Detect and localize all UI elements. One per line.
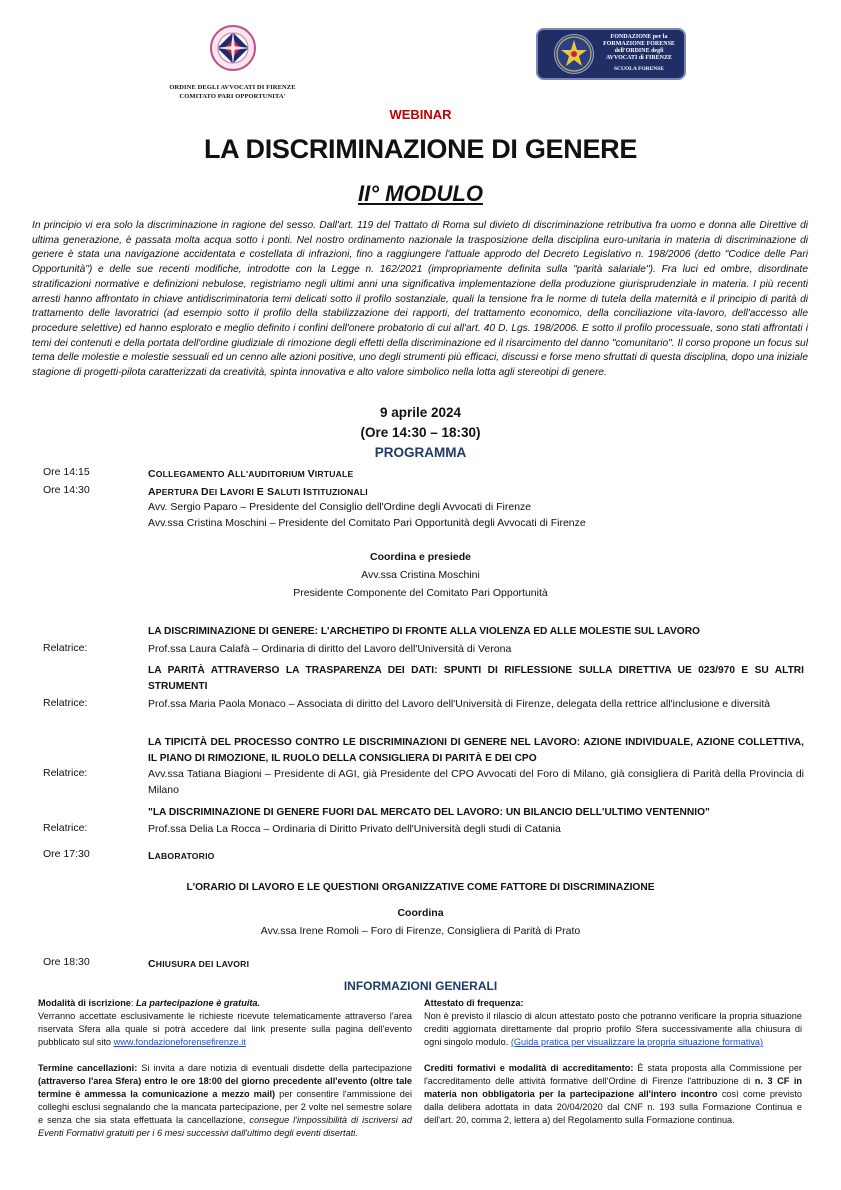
- talk-1-title: LA DISCRIMINAZIONE DI GENERE: L'ARCHETIPO DI FRONTE ALLA VIOLENZA ED ALLE MOLESTIE SUL LAVORO: [148, 626, 700, 637]
- module-title: II° MODULO: [358, 181, 483, 206]
- greeting-moschini: Avv.ssa Cristina Moschini – Presidente del Comitato Pari Opportunità degli Avvocati di Firenze: [148, 517, 586, 529]
- iscrizione-free: La partecipazione è gratuita.: [136, 998, 261, 1008]
- crediti-block: [424, 1062, 802, 1127]
- crediti-amount: n. 3 CF in materia non obbligatoria per la partecipazione all'intero incontro: [424, 1076, 802, 1099]
- fondazione-star-icon: [554, 34, 594, 74]
- attestato-block: [424, 997, 802, 1049]
- crediti-text-2: così come previsto dalla delibera adottata in data 20/04/2020 dal CNF n. 193 sulla Formazione Continua e dell'art. 20, comma 2, lettera a) del Regolamento sulla Formazione continua.: [424, 1089, 802, 1125]
- sc-cap: E S: [256, 486, 275, 498]
- event-time: (Ore 14:30 – 18:30): [360, 425, 481, 440]
- relatrice-label: Relatrice:: [43, 697, 88, 709]
- session-chiusura: [148, 956, 804, 972]
- sc-cap: C: [148, 958, 156, 970]
- sc-cap: A: [227, 468, 236, 480]
- coordina-role: Presidente Componente del Comitato Pari Opportunità: [293, 587, 548, 599]
- comitato-name: COMITATO PARI OPPORTUNITA': [179, 93, 286, 100]
- fondazione-line2: FORMAZIONE FORENSE: [603, 41, 675, 47]
- talk-3-title: LA TIPICITÀ DEL PROCESSO CONTRO LE DISCRIMINAZIONI DI GENERE NEL LAVORO: AZIONE INDIVIDUALE, AZIONE COLLETTIVA, IL PIANO DI RIMOZIONE, IL RUOLO DELLA CONSIGLIERA DI PARITÀ E DEI CPO: [148, 737, 804, 764]
- sc-cap: L: [148, 850, 155, 862]
- programma-heading: PROGRAMMA: [374, 445, 467, 460]
- sc-cap: A: [148, 486, 156, 498]
- ordine-logo-caption: [160, 83, 305, 101]
- iscrizione-text: Verranno accettate esclusivamente le richieste ricevute telematicamente attraverso l'area riservata Sfera alla quale si potrà accedere dal link presente sulla pagina dell'evento pubblicato sul sito: [38, 1011, 412, 1047]
- intro-paragraph: In principio vi era solo la discriminazione in ragione del sesso. Dall'art. 119 del Trattato di Roma sul divieto di discriminazione retributiva fra uomo e donna alle Direttive di ultima generazione, è passata molta acqua sotto i ponti. Nel nostro ordinamento nazionale la trasposizione della disciplina euro-unitaria in materia di discriminazione di genere è stata una navigazione accidentata e costellata di infrazioni, fino a raggiungere l'attuale approdo del Decreto Legislativo n. 198/2006 (detto "Codice delle Pari Opportunità") e delle sue recenti modifiche, introdotte con la Legge n. 162/2021 (impropriamente definita sulla "parità salariale"). Fra luci ed ombre, disordinate stratificazioni normative e definizioni nebulose, registriamo negli ultimi anni una significativa implementazione della produzione giurisprudenziale in materia. I più recenti arresti hanno affrontato in chiave antidiscriminatoria temi delicati sotto il profilo sostanziale, quali la tensione fra le norme di tutela della maternità e il principio di parità di trattamento delle lavoratrici (ad esempio sotto il profilo della stabilizzazione dei rapporti, del trattamento economico, della conciliazione vita-lavoro, dell'accesso alle procedure selettive) ed hanno esplorato e meglio definito i confini dell'onere probatorio di cui all'art. 40 D. Lgs. 198/2006. E sotto il profilo processuale, sono stati affrontati i temi dei contenuti e della portata dell'ordine giudiziale di rimozione degli effetti della discriminazione ed il risarcimento del danno "comunitario". Il corso propone un focus sul tema delle molestie e molestie sessuali ed un cenno alle azioni positive, uno degli strumenti più efficaci, discussi e forse meno sfruttati di questa disciplina, dopo una iniziale stagione di progetti-pilota caratterizzati da creatività, spinta innovativa e alto valore simbolico nella lotta agli stereotipi di genere.: [32, 220, 808, 379]
- webinar-label: WEBINAR: [389, 107, 452, 122]
- sc-text: AVORI: [226, 487, 257, 497]
- ordine-seal-icon: [209, 24, 257, 72]
- time-1830: Ore 18:30: [43, 956, 90, 968]
- talk-2-speaker: Prof.ssa Maria Paola Monaco – Associata di diritto del Lavoro dell'Università di Firenze, delegata della rettrice all'inclusione e diversità: [148, 698, 771, 710]
- fondazione-line1: FONDAZIONE per la: [610, 34, 668, 40]
- sc-text: EI: [208, 487, 220, 497]
- fondazione-line3: dell'ORDINE degli: [614, 48, 664, 54]
- session-laboratorio: [148, 848, 804, 864]
- coordina-name: Avv.ssa Cristina Moschini: [361, 569, 480, 581]
- sc-cap: L: [219, 486, 227, 498]
- time-1730: Ore 17:30: [43, 848, 90, 860]
- guida-pratica-link[interactable]: (Guida pratica per visualizzare la propria situazione formativa): [510, 1037, 764, 1047]
- cancellazioni-penalty: consegue l'impossibilità di iscriversi ad Eventi Formativi gratuiti per i 6 mesi successivi dall'ultimo degli eventi disertati.: [38, 1115, 412, 1138]
- ordine-name: ORDINE DEGLI AVVOCATI DI FIRENZE: [169, 84, 296, 91]
- cancellazioni-block: [38, 1062, 412, 1140]
- scuola-forense-label: SCUOLA FORENSE: [614, 66, 664, 72]
- talk-4-speaker: Prof.ssa Delia La Rocca – Ordinaria di Diritto Privato dell'Università degli studi di Catania: [148, 823, 561, 835]
- crediti-label: Crediti formativi e modalità di accreditamento:: [424, 1063, 634, 1073]
- attestato-text: Non è previsto il rilascio di alcun attestato posto che potranno verificare la propria situazione crediti aggiornata direttamente dal proprio profilo Sfera successivamente alla chiusura di ogni singolo modulo.: [424, 1011, 802, 1047]
- sc-text: OLLEGAMENTO: [155, 469, 228, 479]
- session-apertura: [148, 484, 804, 500]
- fondazione-website-link[interactable]: www.fondazioneforensefirenze.it: [113, 1037, 246, 1047]
- sc-text: LL'AUDITORIUM: [235, 469, 308, 479]
- sc-cap: I: [303, 486, 307, 498]
- session-collegamento: [148, 466, 804, 482]
- sc-text: PERTURA: [155, 487, 202, 497]
- sc-text: STITUZIONALI: [306, 487, 368, 497]
- page-title: LA DISCRIMINAZIONE DI GENERE: [203, 134, 638, 164]
- talk-4-title: "LA DISCRIMINAZIONE DI GENERE FUORI DAL MERCATO DEL LAVORO: UN BILANCIO DELL'ULTIMO VENTENNIO": [148, 807, 710, 818]
- fondazione-text: [596, 34, 682, 73]
- fondazione-logo: [536, 28, 686, 80]
- cancellazioni-text-1: Si invita a dare notizia di eventuali disdette della partecipazione: [137, 1063, 413, 1073]
- info-heading: INFORMAZIONI GENERALI: [343, 979, 498, 993]
- lab-coordina-label: Coordina: [397, 907, 444, 919]
- talk-3-speaker: Avv.ssa Tatiana Biagioni – Presidente di AGI, già Presidente del CPO Avvocati del Foro di Milano, già consigliera di Parità della Provincia di Milano: [148, 768, 804, 796]
- sc-text: IRTUALE: [314, 469, 354, 479]
- cancellazioni-deadline: (attraverso l'area Sfera) entro le ore 18:00 del giorno precedente all'evento (oltre tale termine è ammessa la comunicazione a mezzo mail): [38, 1076, 412, 1099]
- relatrice-label: Relatrice:: [43, 767, 88, 779]
- event-date: 9 aprile 2024: [379, 405, 462, 420]
- coordina-label: Coordina e presiede: [370, 551, 471, 563]
- attestato-label: Attestato di frequenza:: [424, 998, 524, 1008]
- iscrizione-block: [38, 997, 412, 1049]
- lab-coordina-name: Avv.ssa Irene Romoli – Foro di Firenze, Consigliera di Parità di Prato: [260, 925, 581, 937]
- iscrizione-label: Modalità di iscrizione: [38, 998, 131, 1008]
- greeting-paparo: Avv. Sergio Paparo – Presidente del Consiglio dell'Ordine degli Avvocati di Firenze: [148, 501, 532, 513]
- sc-cap: C: [148, 468, 156, 480]
- talk-2-title: LA PARITÀ ATTRAVERSO LA TRASPARENZA DEI DATI: SPUNTI DI RIFLESSIONE SULLA DIRETTIVA UE 023/970 E SU ALTRI STRUMENTI: [148, 665, 804, 692]
- info-right-column: [424, 997, 802, 1127]
- lab-title: L'ORARIO DI LAVORO E LE QUESTIONI ORGANIZZATIVE COME FATTORE DI DISCRIMINAZIONE: [186, 882, 655, 893]
- crediti-text-1: È stata proposta alla Commissione per l'accreditamento delle attività formative dell'Ordine di Firenze l'attribuzione di: [424, 1063, 802, 1086]
- sc-cap: D: [201, 486, 209, 498]
- sc-cap: V: [307, 468, 315, 480]
- sc-text: HIUSURA DEI LAVORI: [155, 959, 250, 969]
- time-1415: Ore 14:15: [43, 466, 90, 478]
- relatrice-label: Relatrice:: [43, 822, 88, 834]
- fondazione-line4: AVVOCATI di FIRENZE: [605, 55, 672, 61]
- time-1430: Ore 14:30: [43, 484, 90, 496]
- cancellazioni-label: Termine cancellazioni:: [38, 1063, 138, 1073]
- info-left-column: [38, 997, 412, 1140]
- talk-1-speaker: Prof.ssa Laura Calafà – Ordinaria di diritto del Lavoro dell'Università di Verona: [148, 643, 512, 655]
- ordine-logo: [160, 24, 305, 101]
- iscrizione-colon: :: [130, 998, 137, 1008]
- sc-text: ABORATORIO: [154, 851, 215, 861]
- relatrice-label: Relatrice:: [43, 642, 88, 654]
- sc-text: ALUTI: [274, 487, 304, 497]
- cancellazioni-text-2: per consentire l'ammissione dei colleghi esclusi segnalando che la mancata partecipazione, per 2 volte nel semestre solare e senza che sia stata effettuata la cancellazione,: [38, 1089, 412, 1125]
